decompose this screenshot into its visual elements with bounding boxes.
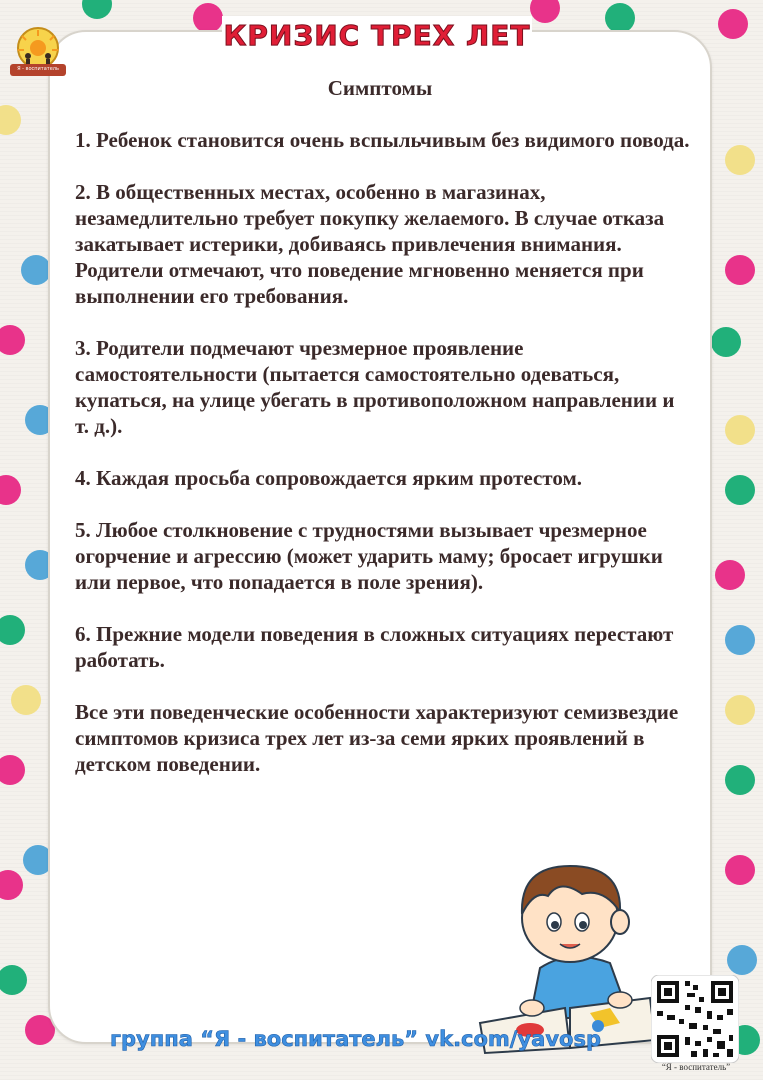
polka-dot	[21, 255, 51, 285]
symptom-paragraph: 6. Прежние модели поведения в сложных ситуациях перестают работать.	[75, 622, 674, 672]
symptom-paragraph: 5. Любое столкновение с трудностями вызывает чрезмерное огорчение и агрессию (может ударить маму; бросает игрушки или первое, что попадается в поле зрения).	[75, 518, 663, 594]
section-subtitle: Симптомы	[327, 76, 433, 100]
polka-dot	[605, 3, 635, 33]
polka-dot	[0, 325, 25, 355]
qr-code-icon[interactable]	[651, 975, 739, 1063]
symptom-paragraph: 4. Каждая просьба сопровождается ярким протестом.	[75, 466, 582, 490]
polka-dot	[725, 625, 755, 655]
polka-dot	[193, 3, 223, 33]
polka-dot	[0, 475, 21, 505]
polka-dot	[11, 685, 41, 715]
conclusion-paragraph: Все эти поведенческие особенности характеризуют семизвездие симптомов кризиса трех лет из-за семи ярких проявлений в детском поведении.	[75, 700, 679, 776]
polka-dot	[0, 755, 25, 785]
symptom-paragraph: 3. Родители подмечают чрезмерное проявление самостоятельности (пытается самостоятельно одеваться, купаться, на улице убегать в противоположном направлении и т. д.).	[75, 336, 675, 438]
polka-dot	[727, 945, 757, 975]
symptom-paragraph: 1. Ребенок становится очень вспыльчивым без видимого повода.	[75, 128, 690, 152]
page-title: КРИЗИС ТРЕХ ЛЕТ	[222, 16, 532, 56]
polka-dot	[711, 327, 741, 357]
polka-dot	[725, 475, 755, 505]
polka-dot	[0, 965, 27, 995]
qr-caption: “Я - воспитатель”	[661, 1062, 731, 1072]
logo-caption: Я - воспитатель	[17, 66, 59, 72]
polka-dot	[82, 0, 112, 19]
polka-dot	[530, 0, 560, 23]
polka-dot	[0, 870, 23, 900]
polka-dot	[0, 615, 25, 645]
polka-dot	[725, 415, 755, 445]
polka-dot	[725, 695, 755, 725]
polka-dot	[725, 145, 755, 175]
symptoms-text	[75, 127, 690, 803]
polka-dot	[725, 855, 755, 885]
polka-dot	[0, 105, 21, 135]
polka-dot	[725, 765, 755, 795]
symptom-paragraph: 2. В общественных местах, особенно в магазинах, незамедлительно требует покупку желаемого. В случае отказа закатывает истерики, добиваясь привлечения внимания. Родители отмечают, что поведение мгновенно меняется при выполнении его требования.	[75, 180, 665, 308]
footer-link[interactable]: группа “Я - воспитатель” vk.com/yavosp	[110, 1027, 601, 1051]
polka-dot	[725, 255, 755, 285]
polka-dot	[718, 9, 748, 39]
polka-dot	[715, 560, 745, 590]
